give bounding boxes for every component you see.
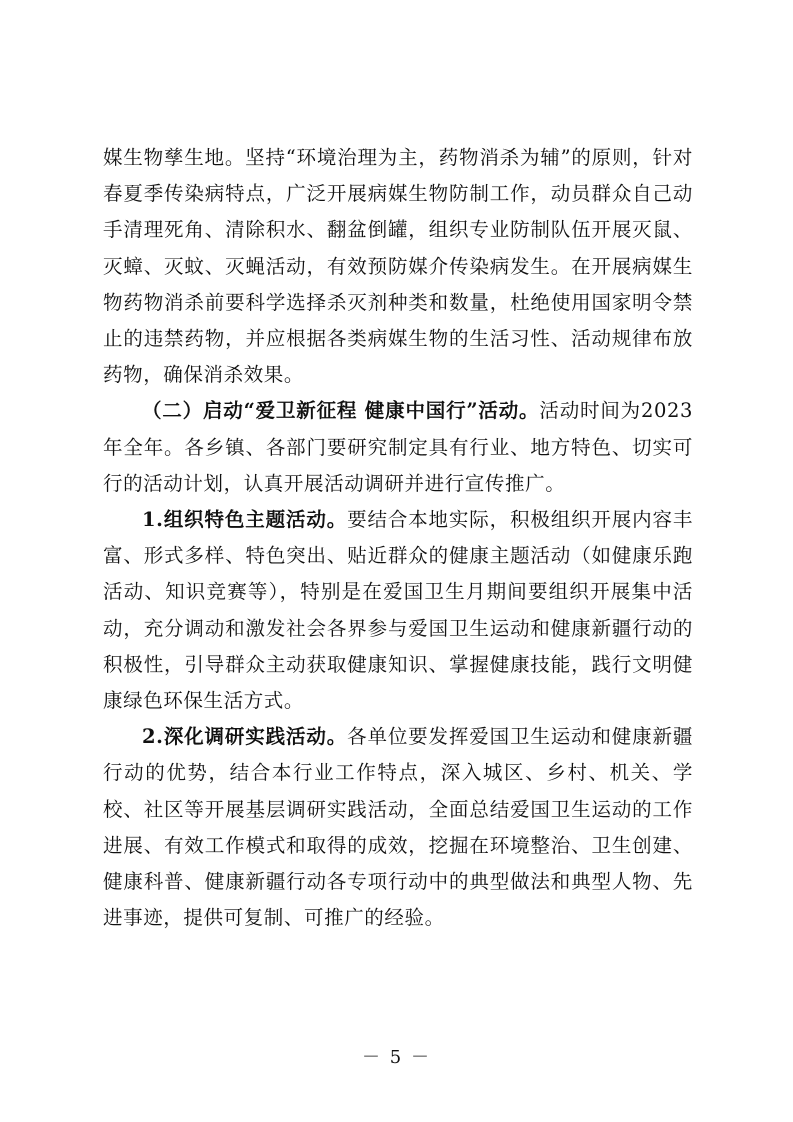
- paragraph-continuation: [103, 140, 693, 393]
- paragraph-text: 各单位要发挥爱国卫生运动和健康新疆行动的优势，结合本行业工作特点，深入城区、乡村、机关、学校、社区等开展基层调研实践活动，全面总结爱国卫生运动的工作进展、有效工作模式和取得的成效，挖掘在环境整治、卫生创建、健康科普、健康新疆行动各专项行动中的典型做法和典型人物、先进事迹，提供可复制、可推广的经验。: [103, 725, 693, 930]
- section-heading: （二）启动“爱卫新征程 健康中国行”活动。: [142, 399, 540, 423]
- item-heading: 1.组织特色主题活动。: [142, 508, 348, 532]
- paragraph-item-2: [103, 719, 693, 936]
- paragraph-text: 媒生物孳生地。坚持“环境治理为主，药物消杀为辅”的原则，针对春夏季传染病特点，广泛开展病媒生物防制工作，动员群众自己动手清理死角、清除积水、翻盆倒罐，组织专业防制队伍开展灭鼠、灭蟑、灭蚊、灭蝇活动，有效预防媒介传染病发生。在开展病媒生物药物消杀前要科学选择杀灭剂种类和数量，杜绝使用国家明令禁止的违禁药物，并应根据各类病媒生物的生活习性、活动规律布放药物，确保消杀效果。: [103, 146, 693, 387]
- item-heading: 2.深化调研实践活动。: [142, 725, 348, 749]
- paragraph-section-2: [103, 393, 693, 502]
- paragraph-item-1: [103, 502, 693, 719]
- paragraph-text: 活动时间为2023年全年。各乡镇、各部门要研究制定具有行业、地方特色、切实可行的活动计划，认真开展活动调研并进行宣传推广。: [103, 399, 694, 495]
- document-body: [103, 140, 693, 936]
- page-number: － 5 －: [362, 1047, 431, 1068]
- paragraph-text: 要结合本地实际，积极组织开展内容丰富、形式多样、特色突出、贴近群众的健康主题活动（如健康乐跑活动、知识竞赛等），特别是在爱国卫生月期间要组织开展集中活动，充分调动和激发社会各界参与爱国卫生运动和健康新疆行动的积极性，引导群众主动获取健康知识、掌握健康技能，践行文明健康绿色环保生活方式。: [103, 508, 693, 713]
